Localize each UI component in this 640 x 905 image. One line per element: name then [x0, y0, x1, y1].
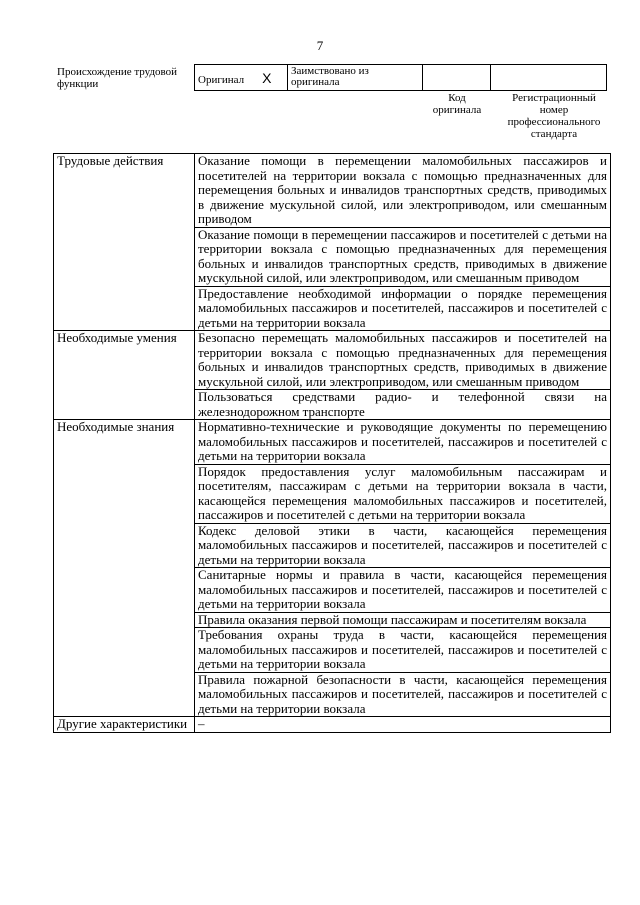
code-caption: Код оригинала: [432, 92, 482, 116]
section-item: Пользоваться средствами радио- и телефонной связи на железнодорожном транспорте: [195, 390, 611, 420]
borrowed-cell: [288, 65, 423, 91]
section-item: Кодекс деловой этики в части, касающейся перемещения маломобильных пассажиров и посетителей, пассажиров и посетителей с детьми на территории вокзала: [195, 523, 611, 568]
origin-table: [194, 64, 607, 91]
original-cell: [195, 65, 288, 91]
section-item: Санитарные нормы и правила в части, касающейся перемещения маломобильных пассажиров и посетителей, пассажиров и посетителей с детьми на территории вокзала: [195, 568, 611, 613]
original-label: Оригинал: [198, 73, 245, 86]
section-item: Порядок предоставления услуг маломобильным пассажирам и посетителям, пассажирам с детьми на территории вокзала в части, касающейся перемещения маломобильных пассажиров и посетителей, пассажиров и посетителей с детьми на территории вокзала: [195, 464, 611, 523]
section-title: Трудовые действия: [54, 154, 195, 331]
section-item: Правила пожарной безопасности в части, касающейся перемещения маломобильных пассажиров и посетителей, пассажиров и посетителей с детьми на территории вокзала: [195, 672, 611, 717]
borrowed-label: Заимствовано из оригинала: [291, 65, 369, 88]
section-item: Оказание помощи в перемещении маломобильных пассажиров и посетителей на территории вокзала с помощью предназначенных для перемещения больных и инвалидов транспортных средств, приводимых в движение мускульной силой, или электроприводом, или смешанным приводом: [195, 154, 611, 228]
original-mark: X: [262, 69, 272, 86]
section-item: Правила оказания первой помощи пассажирам и посетителям вокзала: [195, 612, 611, 628]
section-item: Безопасно перемещать маломобильных пассажиров и посетителей на территории вокзала с помощью предназначенных для перемещения больных и инвалидов транспортных средств, приводимых в движение мускульной силой, или электроприводом, или смешанным приводом: [195, 331, 611, 390]
section-item: Требования охраны труда в части, касающейся перемещения маломобильных пассажиров и посетителей, пассажиров и посетителей с детьми на территории вокзала: [195, 628, 611, 673]
reg-number-cell: [491, 65, 607, 91]
original-code-cell: [423, 65, 491, 91]
table-row: [54, 154, 611, 228]
table-row: [54, 331, 611, 390]
section-item: Предоставление необходимой информации о порядке перемещения маломобильных пассажиров и посетителей, пассажиров и посетителей с детьми на территории вокзала: [195, 286, 611, 331]
section-item: Оказание помощи в перемещении пассажиров и посетителей с детьми на территории вокзала с помощью предназначенных для перемещения больных и инвалидов транспортных средств, приводимых в движение мускульной силой, или электроприводом, или смешанным приводом: [195, 227, 611, 286]
section-title: Необходимые умения: [54, 331, 195, 420]
section-item: –: [195, 717, 611, 733]
origin-label: Происхождение трудовой функции: [57, 66, 178, 90]
section-item: Нормативно-технические и руководящие документы по перемещению маломобильных пассажиров и посетителей, пассажиров и посетителей с детьми на территории вокзала: [195, 420, 611, 465]
page-number: 7: [316, 38, 324, 53]
table-row: [54, 420, 611, 465]
labor-function-table: [53, 153, 611, 733]
reg-caption: Регистрационный номер профессионального стандарта: [507, 92, 601, 140]
section-title: Другие характеристики: [54, 717, 195, 733]
table-row: [54, 717, 611, 733]
section-title: Необходимые знания: [54, 420, 195, 717]
